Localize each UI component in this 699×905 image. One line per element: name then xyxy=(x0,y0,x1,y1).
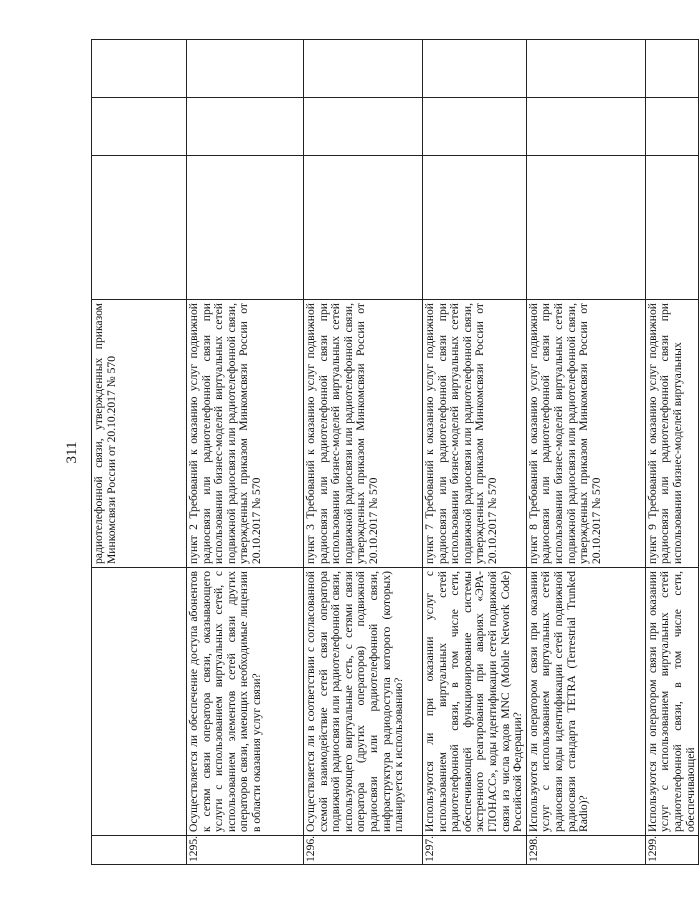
empty-cell xyxy=(92,40,187,98)
table-row xyxy=(92,40,187,865)
requirements-table xyxy=(91,39,699,865)
empty-cell xyxy=(187,40,304,98)
question-cell xyxy=(92,568,187,836)
reference-cell: пункт 8 Требований к оказанию услуг подвижной радиосвязи или радиотелефонной связи при использовании бизнес-моделей виртуальных сетей подвижной радиосвязи или радиотелефонной связи, утвержденных приказом Минкомсвязи России от 20.10.2017 № 570 xyxy=(526,300,645,568)
empty-cell xyxy=(423,98,527,156)
empty-cell xyxy=(423,40,527,98)
empty-cell xyxy=(304,98,423,156)
reference-cell: пункт 2 Требований к оказанию услуг подвижной радиосвязи или радиотелефонной связи при использовании бизнес-моделей виртуальных сетей подвижной радиосвязи или радиотелефонной связи, утвержденных приказом Минкомсвязи России от 20.10.2017 № 570 xyxy=(187,300,304,568)
empty-cell xyxy=(526,156,645,300)
empty-cell xyxy=(526,40,645,98)
question-cell: Используются ли при оказании услуг с использованием виртуальных сетей радиотелефонной связи, в том числе сети, обеспечивающей функционирование системы экстренного реагирования при авариях «ЭРА-ГЛОНАСС», коды идентификации сетей подвижной связи из числа кодов MNC (Mobile Network Code) Российской Федерации? xyxy=(423,568,527,836)
reference-cell: пункт 7 Требований к оказанию услуг подвижной радиосвязи или радиотелефонной связи при использовании бизнес-моделей виртуальных сетей подвижной радиосвязи или радиотелефонной связи, утвержденных приказом Минкомсвязи России от 20.10.2017 № 570 xyxy=(423,300,527,568)
empty-cell xyxy=(92,98,187,156)
empty-cell xyxy=(645,98,698,156)
table-row xyxy=(423,40,527,865)
table-row xyxy=(645,40,698,865)
reference-cell: радиотелефонной связи, утвержденных приказом Минкомсвязи России от 20.10.2017 № 570 xyxy=(92,300,187,568)
table-row xyxy=(526,40,645,865)
question-cell: Используются ли оператором связи при оказании услуг с использованием виртуальных сетей радиосвязи коды идентификации сетей подвижной радиосвязи стандарта TETRA (Terrestrial Trunked Radio)? xyxy=(526,568,645,836)
empty-cell xyxy=(526,98,645,156)
question-cell: Осуществляется ли обеспечение доступа абонентов к сетям связи оператора связи, оказывающего услуги с использованием виртуальных сетей, с использованием элементов сетей связи других операторов связи, имеющих необходимые лицензии в области оказания услуг связи? xyxy=(187,568,304,836)
row-number: 1295. xyxy=(187,836,304,865)
row-number: 1299. xyxy=(645,836,698,865)
empty-cell xyxy=(304,156,423,300)
question-cell: Осуществляется ли в соответствии с согласованной схемой взаимодействие сетей связи оператора подвижной радиосвязи или радиотелефонной связи, использующего виртуальные сеть, с сетями связи оператора (других операторов) подвижной радиосвязи или радиотелефонной связи, инфраструктура радиодоступа которого (которых) планируется к использованию? xyxy=(304,568,423,836)
empty-cell xyxy=(187,98,304,156)
row-number: 1296. xyxy=(304,836,423,865)
table-row xyxy=(304,40,423,865)
row-number: 1298. xyxy=(526,836,645,865)
empty-cell xyxy=(645,156,698,300)
row-number xyxy=(92,836,187,865)
row-number: 1297. xyxy=(423,836,527,865)
table-row xyxy=(187,40,304,865)
reference-cell: пункт 9 Требований к оказанию услуг подвижной радиосвязи или радиотелефонной связи при использовании бизнес-моделей виртуальных xyxy=(645,300,698,568)
empty-cell xyxy=(423,156,527,300)
question-cell: Используются ли оператором связи при оказании услуг с использованием виртуальных сетей радиотелефонной связи, в том числе сети, обеспечивающей xyxy=(645,568,698,836)
empty-cell xyxy=(92,156,187,300)
empty-cell xyxy=(187,156,304,300)
rotated-page xyxy=(60,40,697,865)
empty-cell xyxy=(645,40,698,98)
page-number: 311 xyxy=(64,441,80,464)
empty-cell xyxy=(304,40,423,98)
reference-cell: пункт 3 Требований к оказанию услуг подвижной радиосвязи или радиотелефонной связи при использовании бизнес-моделей виртуальных сетей подвижной радиосвязи или радиотелефонной связи, утвержденных приказом Минкомсвязи России от 20.10.2017 № 570 xyxy=(304,300,423,568)
